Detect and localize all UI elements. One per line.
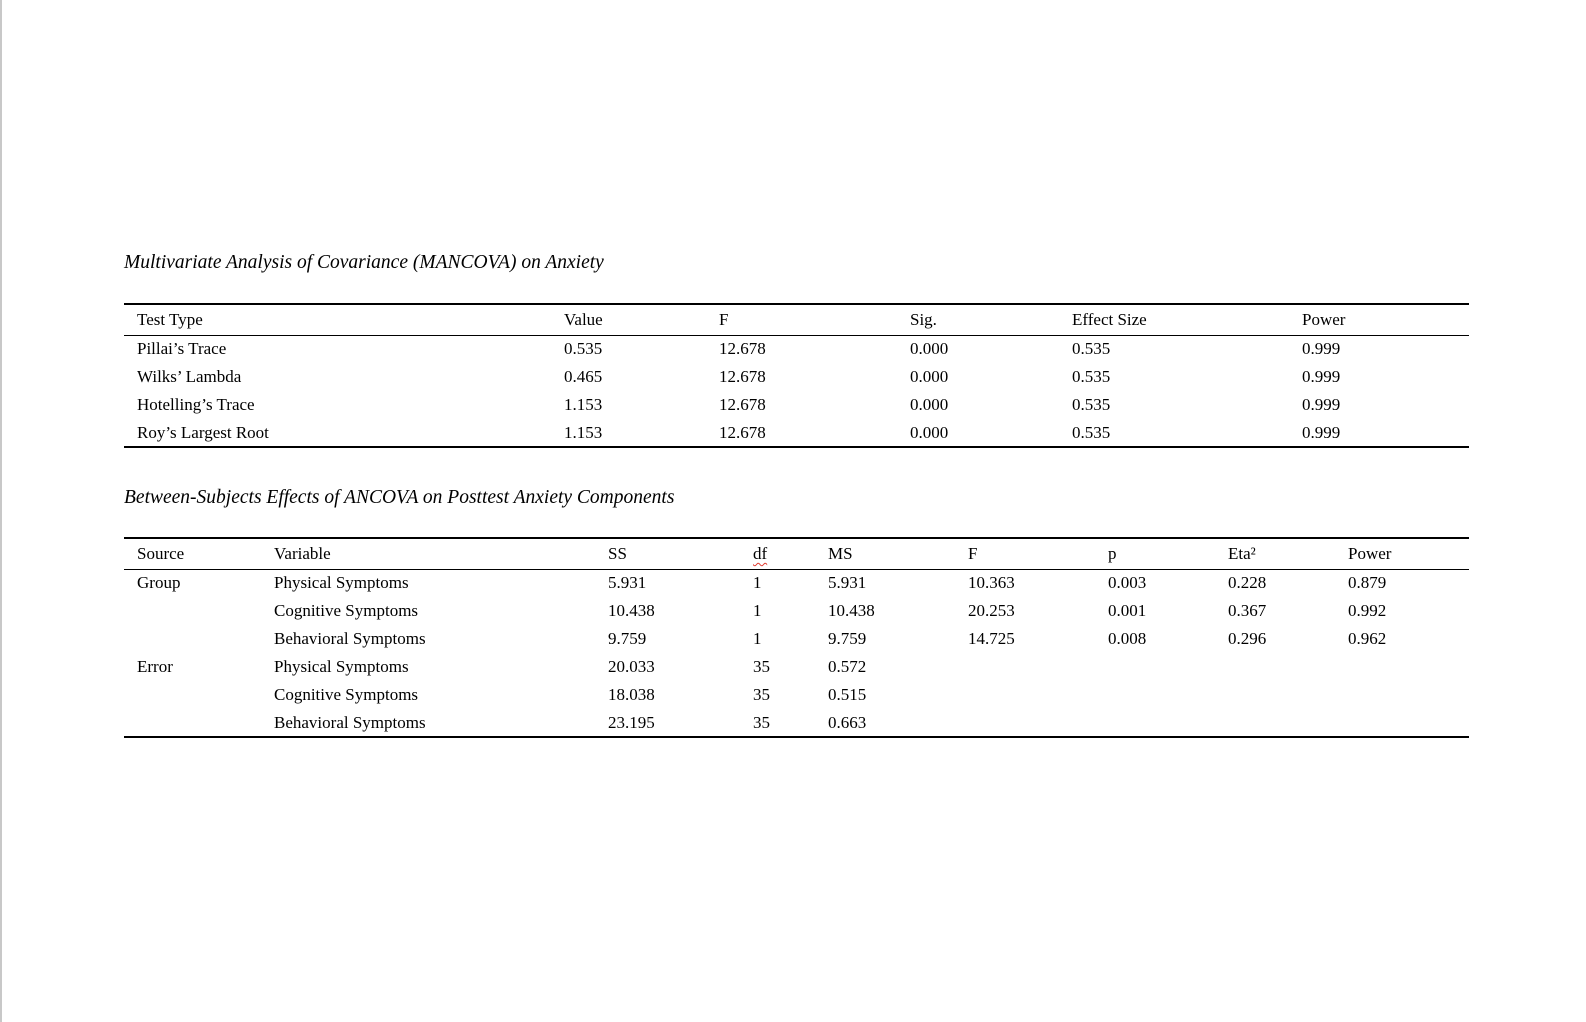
table-cell: 0.000 [910, 422, 949, 442]
table-cell [1095, 681, 1215, 709]
column-header: df [753, 543, 768, 563]
table-cell: 0.000 [910, 339, 949, 359]
table-cell [1095, 709, 1215, 737]
table-cell: 0.535 [1072, 339, 1111, 359]
header-row [124, 538, 1469, 569]
table-row [124, 681, 1469, 709]
table-cell: 12.678 [719, 395, 766, 414]
table-cell: 0.465 [564, 367, 603, 386]
table-cell: Hotelling’s Trace [137, 395, 255, 414]
column-header: Value [564, 309, 603, 329]
header-row [124, 304, 1469, 335]
table-cell: 5.931 [608, 573, 647, 593]
table-cell: 14.725 [968, 629, 1015, 648]
table-cell: Cognitive Symptoms [274, 685, 419, 704]
table-cell: 18.038 [608, 685, 655, 704]
table-cell: 10.438 [828, 601, 875, 620]
table-cell: Group [137, 573, 181, 593]
table-cell: 0.296 [1228, 629, 1267, 648]
table-row [124, 709, 1469, 737]
table-cell [1095, 653, 1215, 681]
table-row [124, 653, 1469, 681]
table-row [124, 419, 1469, 447]
table-cell: 0.999 [1302, 367, 1341, 386]
table-cell: Wilks’ Lambda [137, 367, 242, 386]
table-cell [955, 681, 1095, 709]
table-cell: 9.759 [828, 629, 867, 648]
table-cell [1215, 653, 1335, 681]
table-cell [1335, 653, 1469, 681]
table-cell [124, 681, 261, 709]
table-cell: 0.008 [1108, 629, 1147, 648]
table-cell: 0.003 [1108, 573, 1147, 593]
table-cell: 0.515 [828, 685, 867, 704]
table-cell [1335, 681, 1469, 709]
column-header: Power [1302, 309, 1346, 329]
table-cell: 0.535 [1072, 422, 1111, 442]
table-cell: Roy’s Largest Root [137, 422, 269, 442]
column-header: Sig. [910, 309, 937, 329]
column-header: MS [828, 543, 853, 563]
table-cell: Physical Symptoms [274, 573, 409, 593]
table-cell: Behavioral Symptoms [274, 629, 426, 648]
table-cell: Behavioral Symptoms [274, 712, 426, 732]
table-row [124, 569, 1469, 597]
table-cell [955, 653, 1095, 681]
table-cell: 0.535 [564, 339, 603, 359]
table-cell: 1 [753, 573, 762, 593]
column-header: Eta² [1228, 543, 1256, 563]
table-cell [1335, 709, 1469, 737]
table-cell: 0.367 [1228, 601, 1267, 620]
table-cell: 9.759 [608, 629, 647, 648]
column-header: p [1108, 543, 1117, 563]
table-cell: 20.253 [968, 601, 1015, 620]
table-cell [955, 709, 1095, 737]
table-cell: 0.663 [828, 712, 867, 732]
table-cell: 0.001 [1108, 601, 1147, 620]
column-header: F [719, 309, 729, 329]
table-cell: Error [137, 657, 173, 676]
table-cell: 12.678 [719, 422, 766, 442]
table-cell: 1.153 [564, 422, 603, 442]
table-cell: 0.000 [910, 395, 949, 414]
table-cell: 20.033 [608, 657, 655, 676]
table-row [124, 625, 1469, 653]
table-cell: 0.999 [1302, 339, 1341, 359]
table-cell: 10.363 [968, 573, 1015, 593]
column-header: Source [137, 543, 185, 563]
column-header: SS [608, 543, 627, 563]
table-cell: 0.879 [1348, 573, 1387, 593]
column-header: Power [1348, 543, 1392, 563]
table-cell: 0.535 [1072, 367, 1111, 386]
table-cell: 0.535 [1072, 395, 1111, 414]
table-cell: 1.153 [564, 395, 603, 414]
table-cell: Cognitive Symptoms [274, 601, 419, 620]
column-header: Test Type [137, 309, 203, 329]
column-header: Effect Size [1072, 309, 1147, 329]
table-cell: 35 [753, 712, 770, 732]
table-cell: 5.931 [828, 573, 867, 593]
table-cell: 12.678 [719, 367, 766, 386]
table-cell: 0.962 [1348, 629, 1387, 648]
table-cell: 35 [753, 657, 770, 676]
table-cell [1215, 681, 1335, 709]
table-row [124, 335, 1469, 363]
column-header: Variable [274, 543, 331, 563]
table-cell [124, 597, 261, 625]
table-cell: 0.999 [1302, 395, 1341, 414]
table-cell: Physical Symptoms [274, 657, 409, 676]
mancova-table [124, 303, 1469, 448]
ancova-table-title: Between-Subjects Effects of ANCOVA on Posttest Anxiety Components [124, 487, 675, 508]
table-cell: 10.438 [608, 601, 655, 620]
table-row [124, 391, 1469, 419]
table-cell: 1 [753, 601, 762, 620]
table-row [124, 597, 1469, 625]
table-cell: 0.572 [828, 657, 867, 676]
table-cell: 0.000 [910, 367, 949, 386]
table-cell: Pillai’s Trace [137, 339, 227, 359]
table-cell: 0.999 [1302, 422, 1341, 442]
table-cell: 12.678 [719, 339, 766, 359]
table-cell: 23.195 [608, 712, 655, 732]
table-cell [124, 625, 261, 653]
table-cell: 0.228 [1228, 573, 1267, 593]
table-cell: 35 [753, 685, 770, 704]
ancova-table [124, 537, 1469, 738]
table-cell: 0.992 [1348, 601, 1387, 620]
mancova-table-title: Multivariate Analysis of Covariance (MANCOVA) on Anxiety [124, 252, 604, 273]
table-cell: 1 [753, 629, 762, 648]
table-cell [124, 709, 261, 737]
table-cell [1215, 709, 1335, 737]
column-header: F [968, 543, 978, 563]
table-row [124, 363, 1469, 391]
